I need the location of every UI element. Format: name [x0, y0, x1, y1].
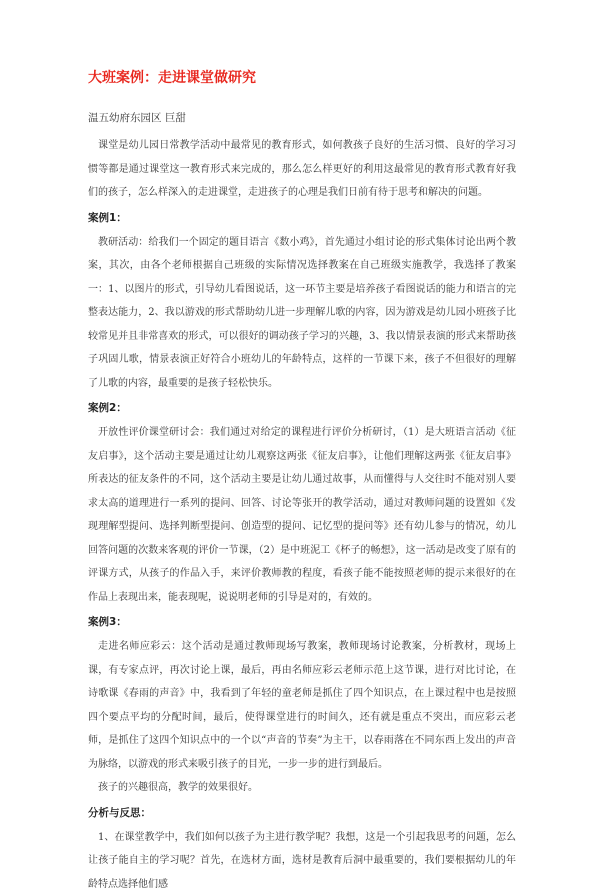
case3-paragraph: 走进名师应彩云：这个活动是通过教师现场写教案，教师现场讨论教案，分析教材，现场上课，有专家点评，再次讨论上课，最后，再由名师应彩云老师示范上这节课，进行对比讨论，在诗歌课《春雨的声音》中，我看到了年轻的童老师是抓住了四个知识点，在上课过程中也是按照四个要点平均的分配时间，最后，使得课堂进行的时间久，还有就是重点不突出，而应彩云老师，是抓住了这四个知识点中的一个以“声音的节奏”为主干，以春雨落在不同东西上发出的声音为脉络，以游戏的形式来吸引孩子的目光，一步一步的进行到最后。	[88, 635, 516, 776]
case3-heading: 案例3：	[88, 613, 516, 631]
case1-heading: 案例1：	[88, 209, 516, 227]
case1-paragraph: 教研活动：给我们一个固定的题目语言《数小鸡》，首先通过小组讨论的形式集体讨论出两个教案，其次，由各个老师根据自己班级的实际情况选择教案在自己班级实施教学，我选择了教案一：1、以图片的形式，引导幼儿看图说话，这一环节主要是培养孩子看图说话的能力和语言的完整表达能力，2、我以游戏的形式帮助幼儿进一步理解儿歌的内容，因为游戏是幼儿园小班孩子比较常见并且非常喜欢的形式，可以很好的调动孩子学习的兴趣，3、我以情景表演的形式来帮助孩子巩固儿歌，情景表演正好符合小班幼儿的年龄特点，这样的一节课下来，孩子不但很好的理解了儿歌的内容，最重要的是孩子轻松快乐。	[88, 231, 516, 396]
document-page	[88, 68, 516, 896]
intro-paragraph: 课堂是幼儿园日常教学活动中最常见的教育形式，如何教孩子良好的生活习惯、良好的学习习惯等都是通过课堂这一教育形式来完成的，那么怎么样更好的利用这最常见的教育形式教育好我们的孩子，怎么样深入的走进课堂，走进孩子的心理是我们日前有待于思考和解决的问题。	[88, 134, 516, 205]
case3-conclusion: 孩子的兴趣很高，教学的效果很好。	[88, 776, 516, 800]
analysis-paragraph: 1、在课堂教学中，我们如何以孩子为主进行教学呢？我想，这是一个引起我思考的问题，怎么让孩子能自主的学习呢？首先，在选材方面，选材是教育后洞中最重要的，我们要根据幼儿的年龄特点选择他们感	[88, 826, 516, 896]
case2-paragraph: 开放性评价课堂研讨会：我们通过对给定的课程进行评价分析研讨，（1）是大班语言活动《征友启事》，这个活动主要是通过让幼儿观察这两张《征友启事》，让他们理解这两张《征友启事》所表达的征友条件的不同，这个活动主要是让幼儿通过故事，从而懂得与人交往时不能对别人要求太高的道理进行一系列的提问、回答、讨论等张开的教学活动，通过对教师问题的设置如《发现理解型提问、选择判断型提问、创造型的提问、记忆型的提问等》还有幼儿参与的情况，幼儿回答问题的次数来客观的评价一节课，（2）是中班泥工《杯子的畅想》，这一活动是改变了原有的评课方式，从孩子的作品入手，来评价教师教的程度，看孩子能不能按照老师的提示来很好的在作品上表现出来，能表现呢，说说明老师的引导是对的，有效的。	[88, 421, 516, 609]
case2-heading: 案例2：	[88, 399, 516, 417]
analysis-heading: 分析与反思：	[88, 804, 516, 822]
document-title: 大班案例：走进课堂做研究	[88, 68, 516, 88]
author-line: 温五幼府东园区 巨甜	[88, 110, 516, 126]
